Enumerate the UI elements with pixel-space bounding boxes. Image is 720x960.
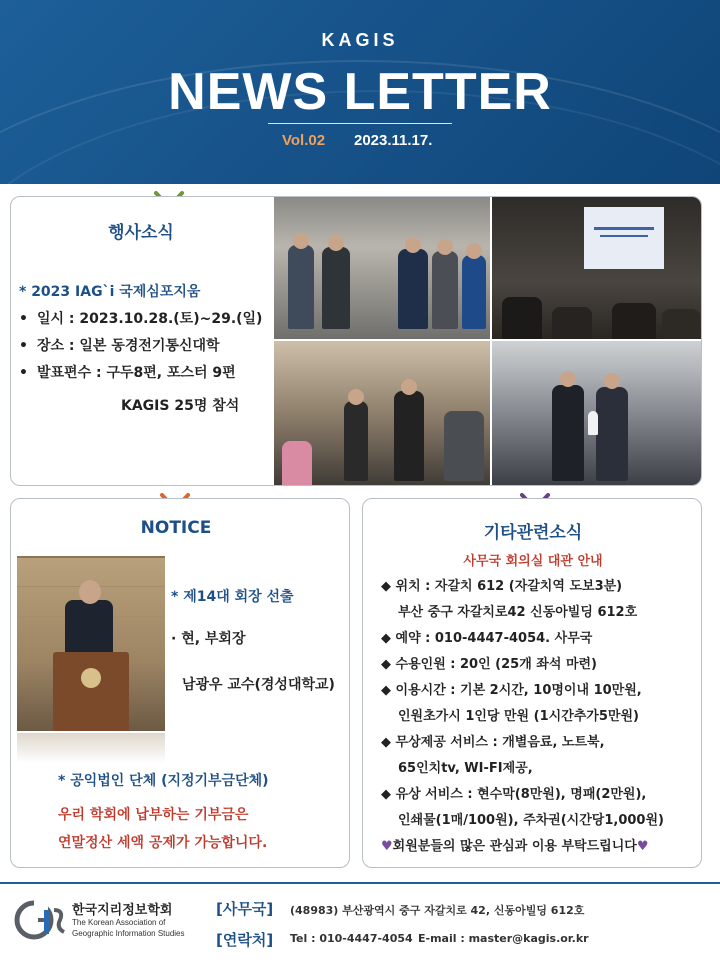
donation-text-line: 연말정산 세액 공제가 가능합니다. bbox=[58, 835, 268, 851]
presentation-photo bbox=[492, 197, 702, 339]
newsletter-header bbox=[0, 0, 720, 184]
event-details-list bbox=[19, 309, 262, 390]
info-line: 인쇄물(1매/100원), 주차권(시간당1,000원) bbox=[398, 813, 664, 828]
other-section-title: 기타관련소식 bbox=[483, 523, 583, 543]
contact-email[interactable]: E-mail : master@kagis.or.kr bbox=[418, 932, 589, 945]
info-line: ◆ 위치 : 자갈치 612 (자갈치역 도보3분) bbox=[381, 579, 623, 594]
info-line: 부산 중구 자갈치로42 신동아빌딩 612호 bbox=[398, 605, 638, 620]
closing-message: ♥회원분들의 많은 관심과 이용 부탁드립니다♥ bbox=[381, 839, 649, 854]
contact-label: [연락처] bbox=[216, 931, 274, 949]
org-name-korean: 한국지리정보학회 bbox=[72, 903, 173, 918]
info-line: ◆ 예약 : 010-4447-4054. 사무국 bbox=[381, 631, 593, 646]
president-photo bbox=[17, 556, 165, 731]
header-divider bbox=[268, 123, 452, 124]
heart-icon: ♥ bbox=[381, 839, 393, 854]
group-photo bbox=[274, 197, 490, 339]
info-line: ◆ 이용시간 : 기본 2시간, 10명이내 10만원, bbox=[381, 683, 642, 698]
info-line: ◆ 유상 서비스 : 현수막(8만원), 명패(2만원), bbox=[381, 787, 647, 802]
event-photo-collage bbox=[274, 197, 702, 486]
room-rental-subtitle: 사무국 회의실 대관 안내 bbox=[463, 554, 603, 569]
info-line: 인원초가시 1인당 만원 (1시간추가5만원) bbox=[398, 709, 639, 724]
info-line: 65인치tv, WI-FI제공, bbox=[398, 761, 533, 776]
heart-icon: ♥ bbox=[636, 839, 649, 854]
list-item: • 장소 : 일본 동경전기통신대학 bbox=[19, 338, 220, 354]
current-position: · 현, 부회장 bbox=[171, 631, 246, 647]
public-org-heading: * 공익법인 단체 (지정기부금단체) bbox=[58, 773, 269, 789]
brand-name: KAGIS bbox=[321, 30, 399, 50]
poster-session-photo bbox=[274, 341, 490, 486]
contact-phone: Tel : 010-4447-4054 bbox=[290, 932, 413, 945]
event-subheading: * 2023 IAG`i 국제심포지움 bbox=[19, 284, 201, 300]
office-label: [사무국] bbox=[216, 900, 274, 918]
issue-date: 2023.11.17. bbox=[354, 132, 433, 149]
president-name: 남광우 교수(경성대학교) bbox=[182, 677, 335, 693]
notice-section-title: NOTICE bbox=[140, 518, 212, 538]
attendance-note: KAGIS 25명 참석 bbox=[121, 398, 240, 414]
newsletter-title: NEWS LETTER bbox=[168, 63, 552, 121]
org-name-english: The Korean Association of bbox=[72, 918, 166, 927]
photo-reflection bbox=[17, 733, 165, 763]
event-news-section bbox=[10, 196, 702, 486]
kagis-logo-icon bbox=[14, 896, 66, 944]
election-heading: * 제14대 회장 선출 bbox=[171, 589, 294, 605]
notice-section bbox=[10, 498, 350, 868]
footer-divider bbox=[0, 882, 720, 884]
award-photo bbox=[492, 341, 702, 486]
info-line: ◆ 수용인원 : 20인 (25개 좌석 마련) bbox=[381, 657, 597, 672]
info-line: ◆ 무상제공 서비스 : 개별음료, 노트북, bbox=[381, 735, 605, 750]
office-address: (48983) 부산광역시 중구 자갈치로 42, 신동아빌딩 612호 bbox=[290, 904, 585, 917]
other-news-section bbox=[362, 498, 702, 868]
list-item: • 일시 : 2023.10.28.(토)~29.(일) bbox=[19, 311, 263, 327]
org-name-english: Geographic Information Studies bbox=[72, 929, 185, 938]
event-section-title: 행사소식 bbox=[108, 223, 174, 243]
list-item: • 발표편수 : 구두8편, 포스터 9편 bbox=[19, 365, 236, 381]
volume-number: Vol.02 bbox=[282, 132, 326, 149]
donation-text-line: 우리 학회에 납부하는 기부금은 bbox=[58, 807, 249, 823]
